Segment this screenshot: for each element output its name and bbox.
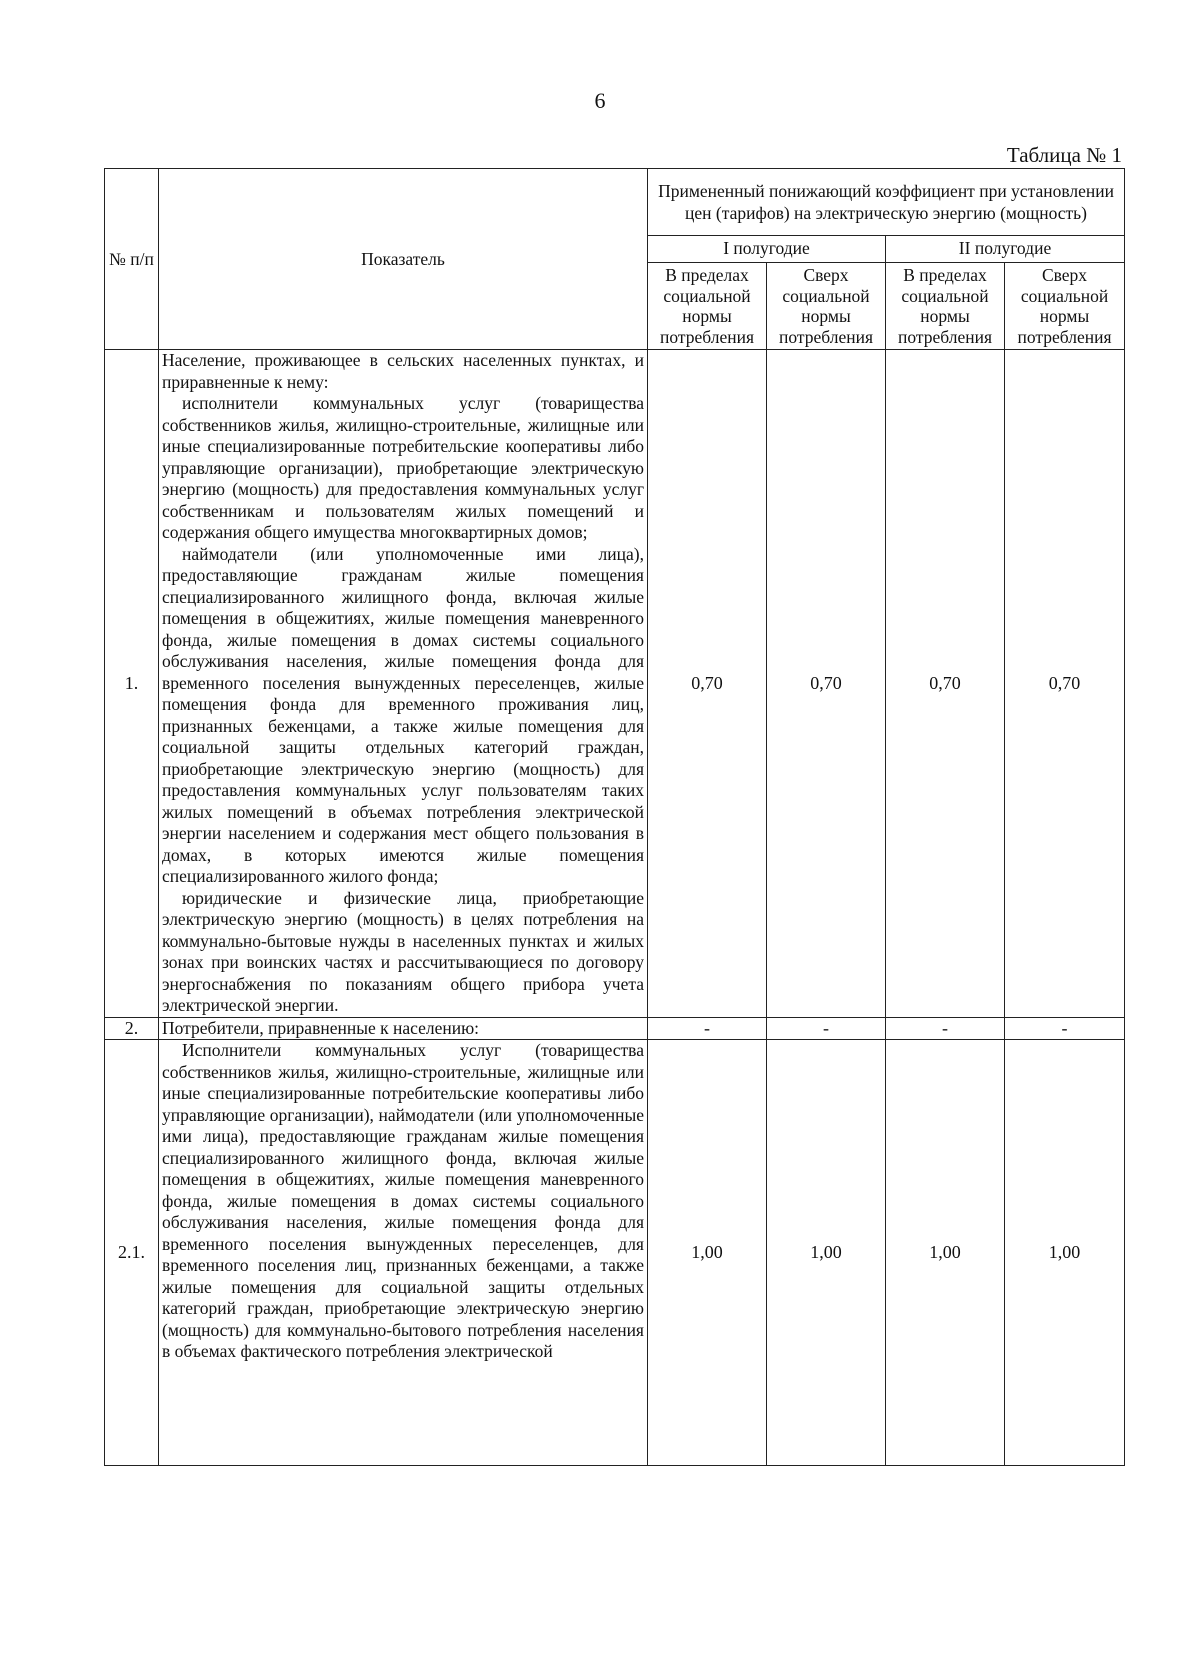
row-indicator [159,350,648,1018]
value-cell: 1,00 [648,1040,767,1466]
page-number: 6 [594,88,606,113]
coefficient-table [104,168,1125,1466]
indicator-paragraph: исполнители коммунальных услуг (товарищества собственников жилья, жилищно-строительные, жилищные или иные специализированные потребительские кооперативы либо управляющие организации), приобретающие электрическую энергию (мощность) для предоставления коммунальных услуг собственникам и пользователям жилых помещений и содержания общего имущества многоквартирных домов; [162,393,644,542]
value-cell: 0,70 [1005,350,1125,1018]
value-cell: 1,00 [1005,1040,1125,1466]
header-coefficient: Примененный понижающий коэффициент при установлении цен (тарифов) на электрическую энергию (мощность) [648,169,1125,236]
value-cell: 0,70 [886,350,1005,1018]
row-indicator [159,1040,648,1466]
header-h2-within-norm: В пределах социальной нормы потребления [886,263,1005,350]
value-cell: - [648,1017,767,1040]
header-half-1: I полугодие [648,236,886,263]
table-row [105,1017,1125,1040]
header-h2-above-norm: Сверх социальной нормы потребления [1005,263,1125,350]
table-title: Таблица № 1 [1006,143,1122,167]
header-h1-above-norm: Сверх социальной нормы потребления [767,263,886,350]
row-indicator [159,1017,648,1040]
value-cell: 1,00 [886,1040,1005,1466]
row-number: 1. [105,350,159,1018]
value-cell: - [1005,1017,1125,1040]
row-number: 2.1. [105,1040,159,1466]
indicator-paragraph: Потребители, приравненные к населению: [162,1017,480,1038]
value-cell: 0,70 [767,350,886,1018]
indicator-paragraph: Население, проживающее в сельских населенных пунктах, и приравненные к нему: [162,350,644,392]
indicator-paragraph: юридические и физические лица, приобретающие электрическую энергию (мощность) в целях потребления на коммунально-бытовые нужды в населенных пунктах и жилых зонах при воинских частях и рассчитывающиеся по договору энергоснабжения по показаниям общего прибора учета электрической энергии. [162,887,644,1015]
indicator-paragraph: Исполнители коммунальных услуг (товарищества собственников жилья, жилищно-строительные, жилищные или иные специализированные потребительские кооперативы либо управляющие организации), наймодатели (или уполномоченные ими лица), предоставляющие гражданам жилые помещения специализированного жилищного фонда, включая жилые помещения в общежитиях, жилые помещения маневренного фонда, жилые помещения в домах системы социального обслуживания населения, жилые помещения фонда для временного поселения вынужденных переселенцев, для временного поселения лиц, признанных беженцами, а также жилые помещения для социальной защиты отдельных категорий граждан, приобретающие электрическую энергию (мощность) для коммунально-бытового потребления населения в объемах фактического потребления электрической [162,1040,644,1361]
value-cell: - [886,1017,1005,1040]
value-cell: 0,70 [648,350,767,1018]
table-row [105,350,1125,1018]
table-row [105,1040,1125,1466]
header-number: № п/п [105,169,159,350]
header-h1-within-norm: В пределах социальной нормы потребления [648,263,767,350]
indicator-clip [162,1040,644,1465]
value-cell: - [767,1017,886,1040]
row-number: 2. [105,1017,159,1040]
header-indicator: Показатель [159,169,648,350]
header-half-2: II полугодие [886,236,1125,263]
indicator-paragraph: наймодатели (или уполномоченные ими лица), предоставляющие гражданам жилые помещения специализированного жилищного фонда, включая жилые помещения в общежитиях, жилые помещения маневренного фонда, жилые помещения в домах системы социального обслуживания населения, жилые помещения фонда для временного поселения вынужденных переселенцев, жилые помещения фонда для временного проживания лиц, признанных беженцами, а также жилые помещения для социальной защиты отдельных категорий граждан, приобретающие электрическую энергию (мощность) для предоставления коммунальных услуг пользователям таких жилых помещений в объемах потребления электрической энергии населением и содержания мест общего пользования в домах, в которых имеются жилые помещения специализированного жилого фонда; [162,543,644,886]
value-cell: 1,00 [767,1040,886,1466]
